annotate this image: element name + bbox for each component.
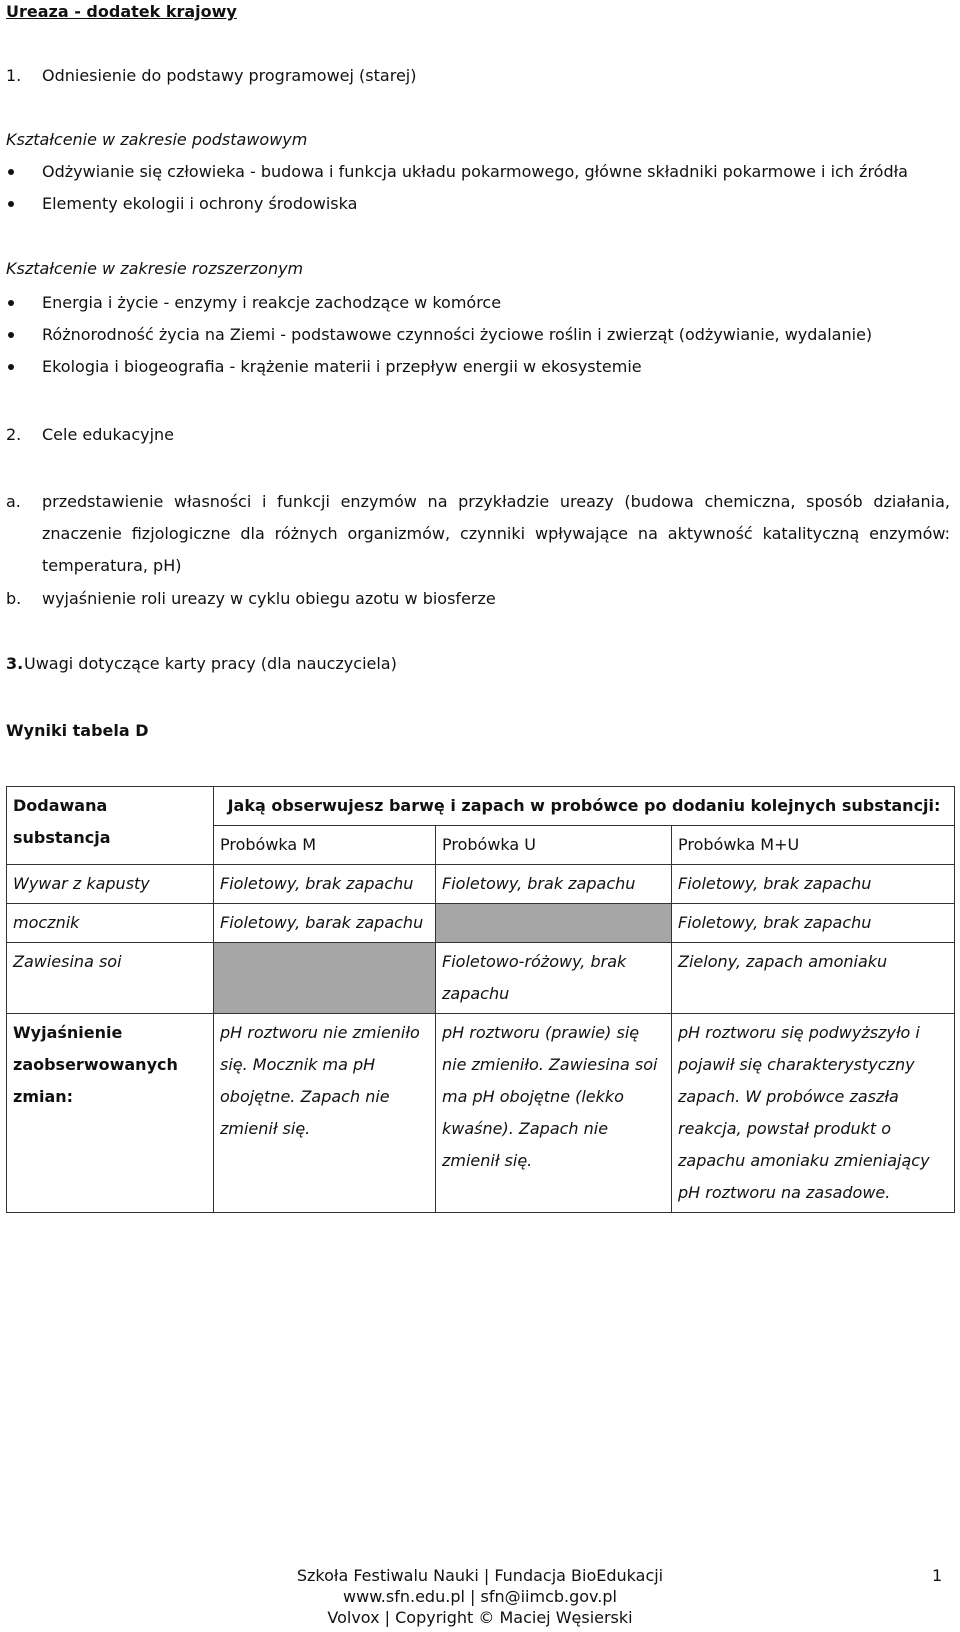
document-title: Ureaza - dodatek krajowy — [6, 2, 237, 21]
shaded-cell — [436, 904, 672, 943]
basic-item: Odżywianie się człowieka - budowa i funkcja układu pokarmowego, główne składniki pokarmowe i ich źródła — [42, 162, 908, 181]
bullet-icon — [8, 201, 14, 207]
tube-u-header: Probówka U — [436, 826, 672, 865]
section-1-heading: Odniesienie do podstawy programowej (starej) — [42, 66, 417, 85]
tube-u-cell: Fioletowo-różowy, brak zapachu — [436, 943, 672, 1014]
section-3-heading: Uwagi dotyczące karty pracy (dla nauczyciela) — [24, 654, 397, 673]
bullet-icon — [8, 300, 14, 306]
explanation-mu-cell: pH roztworu się podwyższyło i pojawił się charakterystyczny zapach. W probówce zaszła reakcja, powstał produkt o zapachu amoniaku zmieniający pH roztworu na zasadowe. — [672, 1014, 955, 1213]
extended-scope-heading: Kształcenie w zakresie rozszerzonym — [6, 259, 304, 278]
explanation-label: Wyjaśnienie zaobserwowanych zmian: — [7, 1014, 214, 1213]
explanation-m-cell: pH roztworu nie zmieniło się. Mocznik ma pH obojętne. Zapach nie zmienił się. — [214, 1014, 436, 1213]
footer-line: Szkoła Festiwalu Nauki | Fundacja BioEdukacji — [296, 1566, 664, 1585]
results-title: Wyniki tabela D — [6, 721, 149, 740]
goal-a-line: temperatura, pH) — [42, 556, 182, 575]
goal-b-marker: b. — [6, 589, 22, 608]
page-number: 1 — [932, 1566, 943, 1585]
tube-m-cell: Fioletowy, barak zapachu — [214, 904, 436, 943]
substance-column-header: Dodawana substancja — [7, 787, 214, 865]
goal-a-line: znaczenie fizjologiczne dla różnych organizmów, czynniki wpływające na aktywność katalityczną enzymów: — [42, 524, 950, 543]
extended-item: Ekologia i biogeografia - krążenie materii i przepływ energii w ekosystemie — [42, 357, 642, 376]
table-row — [7, 865, 955, 904]
substance-cell: Zawiesina soi — [7, 943, 214, 1014]
tube-mu-cell: Fioletowy, brak zapachu — [672, 865, 955, 904]
table-header-row — [7, 787, 955, 826]
substance-cell: mocznik — [7, 904, 214, 943]
observation-header: Jaką obserwujesz barwę i zapach w probówce po dodaniu kolejnych substancji: — [214, 787, 955, 826]
tube-u-cell: Fioletowy, brak zapachu — [436, 865, 672, 904]
tube-mu-header: Probówka M+U — [672, 826, 955, 865]
goal-b-text: wyjaśnienie roli ureazy w cyklu obiegu azotu w biosferze — [42, 589, 496, 608]
table-row — [7, 1014, 955, 1213]
table-row — [7, 943, 955, 1014]
basic-item: Elementy ekologii i ochrony środowiska — [42, 194, 358, 213]
results-table — [6, 786, 955, 1213]
extended-item: Różnorodność życia na Ziemi - podstawowe czynności życiowe roślin i zwierząt (odżywianie, wydalanie) — [42, 325, 873, 344]
table-row — [7, 904, 955, 943]
tube-m-header: Probówka M — [214, 826, 436, 865]
bullet-icon — [8, 364, 14, 370]
section-2-heading: Cele edukacyjne — [42, 425, 175, 444]
section-3-number: 3. — [6, 654, 24, 673]
bullet-icon — [8, 332, 14, 338]
footer-line: Volvox | Copyright © Maciej Węsierski — [327, 1608, 633, 1627]
bullet-icon — [8, 169, 14, 175]
goal-a-line: przedstawienie własności i funkcji enzymów na przykładzie ureazy (budowa chemiczna, sposób działania, — [42, 492, 950, 511]
explanation-u-cell: pH roztworu (prawie) się nie zmieniło. Zawiesina soi ma pH obojętne (lekko kwaśne). Zapach nie zmienił się. — [436, 1014, 672, 1213]
substance-cell: Wywar z kapusty — [7, 865, 214, 904]
tube-mu-cell: Fioletowy, brak zapachu — [672, 904, 955, 943]
footer-line: www.sfn.edu.pl | sfn@iimcb.gov.pl — [343, 1587, 617, 1606]
tube-m-cell: Fioletowy, brak zapachu — [214, 865, 436, 904]
tube-mu-cell: Zielony, zapach amoniaku — [672, 943, 955, 1014]
goal-a-marker: a. — [6, 492, 21, 511]
extended-item: Energia i życie - enzymy i reakcje zachodzące w komórce — [42, 293, 502, 312]
basic-scope-heading: Kształcenie w zakresie podstawowym — [6, 130, 308, 149]
section-1-number: 1. — [6, 66, 22, 85]
shaded-cell — [214, 943, 436, 1014]
section-2-number: 2. — [6, 425, 22, 444]
